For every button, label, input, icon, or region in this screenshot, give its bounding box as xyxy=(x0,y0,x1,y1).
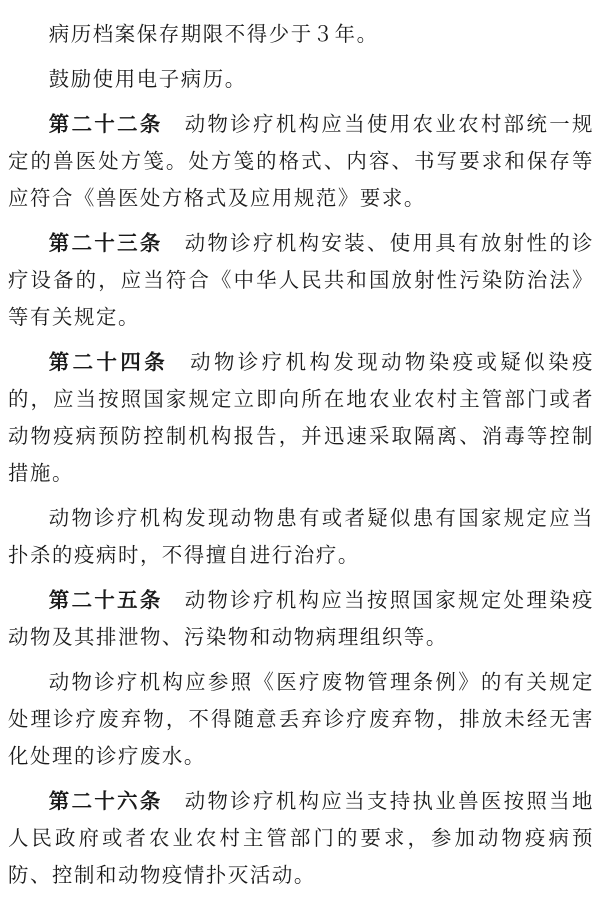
document-page xyxy=(8,16,594,902)
article-text: 动物诊疗机构应当支持执业兽医按照当地人民政府或者农业农村主管部门的要求，参加动物疫病预防、控制和动物疫情扑灭活动。 xyxy=(8,789,594,887)
article-number: 第二十四条 xyxy=(48,350,169,374)
paragraph-text: 动物诊疗机构发现动物患有或者疑似患有国家规定应当扑杀的疫病时，不得擅自进行治疗。 xyxy=(8,506,594,567)
article-25-paragraph-2 xyxy=(8,664,594,775)
article-22 xyxy=(8,106,594,217)
article-text: 动物诊疗机构应当使用农业农村部统一规定的兽医处方笺。处方笺的格式、内容、书写要求和保存等应符合《兽医处方格式及应用规范》要求。 xyxy=(8,112,594,210)
article-26 xyxy=(8,783,594,894)
article-text: 动物诊疗机构应当按照国家规定处理染疫动物及其排泄物、污染物和动物病理组织等。 xyxy=(8,588,594,649)
article-text: 动物诊疗机构安装、使用具有放射性的诊疗设备的，应当符合《中华人民共和国放射性污染防治法》等有关规定。 xyxy=(8,231,594,329)
article-25 xyxy=(8,582,594,656)
article-number: 第二十二条 xyxy=(48,112,163,136)
paragraph-text: 病历档案保存期限不得少于３年。 xyxy=(48,22,379,46)
article-text: 动物诊疗机构发现动物染疫或疑似染疫的，应当按照国家规定立即向所在地农业农村主管部门或者动物疫病预防控制机构报告，并迅速采取隔离、消毒等控制措施。 xyxy=(8,350,595,485)
paragraph-text: 动物诊疗机构应参照《医疗废物管理条例》的有关规定处理诊疗废弃物，不得随意丢弃诊疗废弃物，排放未经无害化处理的诊疗废水。 xyxy=(8,670,594,768)
paragraph-text: 鼓励使用电子病历。 xyxy=(48,67,247,91)
article-number: 第二十五条 xyxy=(48,588,163,612)
article-number: 第二十三条 xyxy=(48,231,163,255)
paragraph-record-retention xyxy=(8,16,594,53)
article-number: 第二十六条 xyxy=(48,789,163,813)
article-24 xyxy=(8,344,594,492)
article-23 xyxy=(8,225,594,336)
article-24-paragraph-2 xyxy=(8,500,594,574)
paragraph-electronic-records xyxy=(8,61,594,98)
